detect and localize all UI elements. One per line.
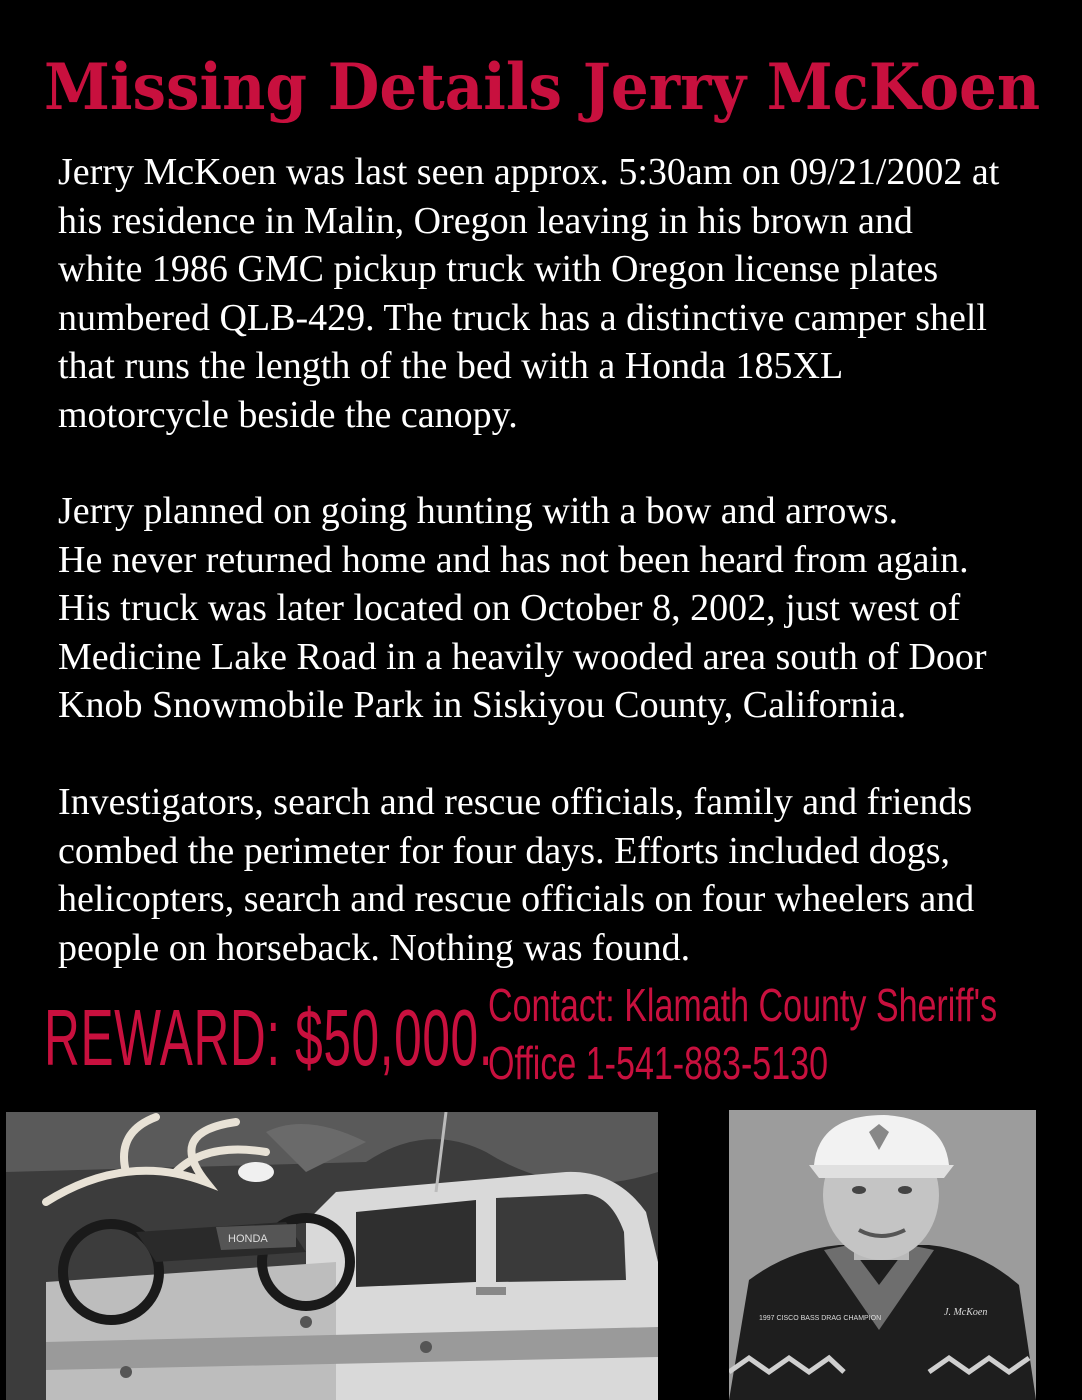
truck-illustration — [6, 1112, 658, 1400]
paragraph-truck-found — [58, 487, 1068, 730]
text-line: Medicine Lake Road in a heavily wooded area south of Door — [58, 635, 987, 678]
text-line: Investigators, search and rescue officials, family and friends — [58, 781, 973, 823]
text-line: numbered QLB-429. The truck has a distinctive camper shell — [58, 296, 987, 339]
truck-photo — [6, 1112, 658, 1400]
contact-info — [488, 976, 997, 1092]
paragraph-search-efforts — [58, 778, 1068, 972]
jacket-name-text: J. McKoen — [944, 1307, 988, 1318]
contact-line-sheriff: Contact: Klamath County Sheriff's — [488, 979, 998, 1031]
text-line: He never returned home and has not been heard from again. — [58, 538, 969, 581]
text-line: helicopters, search and rescue officials on four wheelers and — [58, 878, 975, 920]
text-line: motorcycle beside the canopy. — [58, 393, 518, 436]
motorcycle-brand-label: HONDA — [228, 1233, 268, 1245]
paragraph-last-seen — [58, 148, 1068, 439]
text-line: that runs the length of the bed with a Honda 185XL — [58, 345, 844, 387]
contact-line-phone: Office 1-541-883-5130 — [488, 1037, 829, 1089]
reward-amount: REWARD: $50,000. — [44, 993, 494, 1082]
text-line: Jerry McKoen was last seen approx. 5:30am on 09/21/2002 at — [58, 151, 1000, 193]
text-line: His truck was later located on October 8, 2002, just west of — [58, 587, 961, 629]
poster-title: Missing Details Jerry McKoen — [44, 50, 1041, 125]
text-line: white 1986 GMC pickup truck with Oregon license plates — [58, 248, 939, 290]
jacket-patch-text: 1997 CISCO BASS DRAG CHAMPION — [759, 1315, 882, 1322]
text-line: his residence in Malin, Oregon leaving in his brown and — [58, 199, 913, 242]
text-line: Knob Snowmobile Park in Siskiyou County, California. — [58, 684, 907, 726]
text-line: people on horseback. Nothing was found. — [58, 926, 691, 969]
text-line: combed the perimeter for four days. Efforts included dogs, — [58, 829, 951, 872]
portrait-illustration — [729, 1110, 1036, 1400]
text-line: Jerry planned on going hunting with a bow and arrows. — [58, 490, 899, 532]
portrait-photo — [729, 1110, 1036, 1400]
